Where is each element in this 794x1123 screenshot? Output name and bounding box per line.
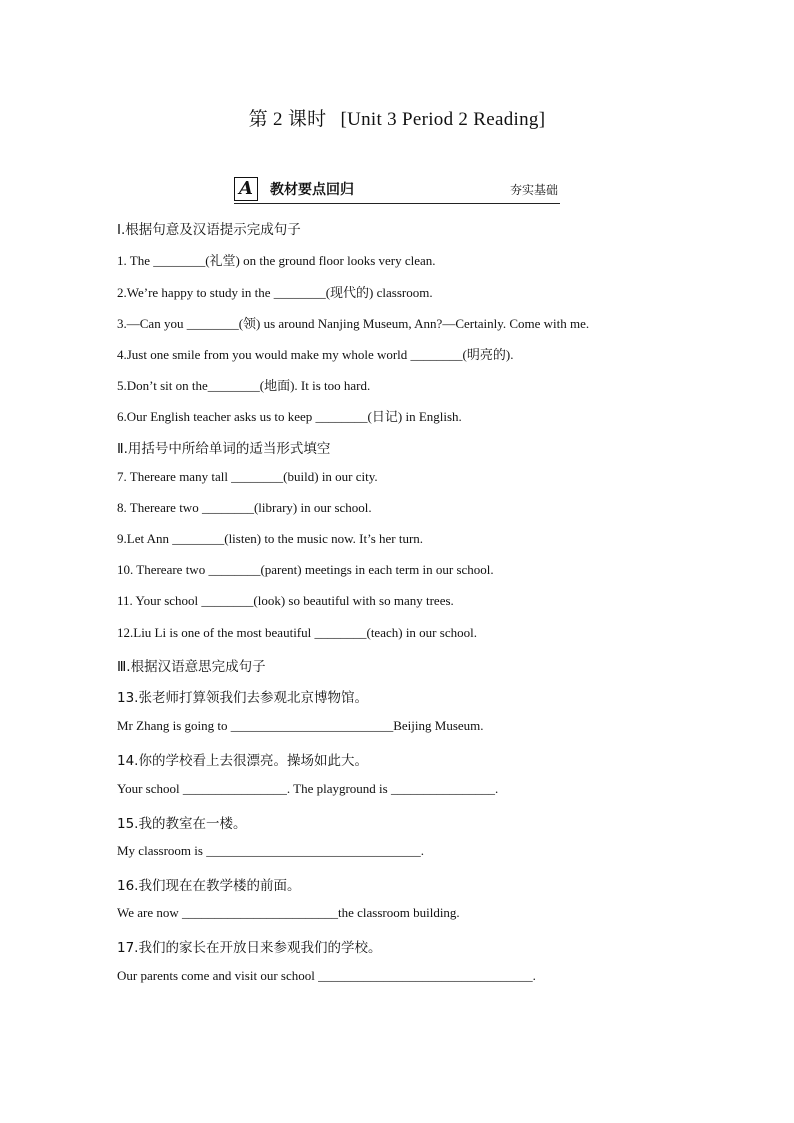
question-line: 9.Let Ann ________(listen) to the music now. It’s her turn. xyxy=(117,531,424,546)
question-prompt: 13.张老师打算领我们去参观北京博物馆。 xyxy=(117,690,368,706)
answer-line: Mr Zhang is going to _________________________Beijing Museum. xyxy=(117,718,484,733)
question-prompt: 14.你的学校看上去很漂亮。操场如此大。 xyxy=(117,753,368,769)
page-title xyxy=(0,104,794,131)
title-en: [Unit 3 Period 2 Reading] xyxy=(340,109,546,130)
answer-line: We are now ________________________the classroom building. xyxy=(117,905,460,920)
answer-line: My classroom is _________________________________. xyxy=(117,843,424,858)
banner-letter-badge: A xyxy=(234,177,258,201)
question-line: 6.Our English teacher asks us to keep ________(日记) in English. xyxy=(117,409,462,424)
question-prompt: 15.我的教室在一楼。 xyxy=(117,816,247,832)
question-line: 3.—Can you ________(领) us around Nanjing Museum, Ann?—Certainly. Come with me. xyxy=(117,316,590,331)
question-line: 11. Your school ________(look) so beautiful with so many trees. xyxy=(117,593,454,608)
banner-heading: 教材要点回归 xyxy=(270,182,354,198)
question-line: 12.Liu Li is one of the most beautiful ________(teach) in our school. xyxy=(117,625,477,640)
question-line: 2.We’re happy to study in the ________(现代的) classroom. xyxy=(117,285,433,300)
section-heading: Ⅲ.根据汉语意思完成句子 xyxy=(117,659,266,675)
section-banner xyxy=(234,177,560,204)
answer-line: Our parents come and visit our school _________________________________. xyxy=(117,968,536,983)
question-prompt: 17.我们的家长在开放日来参观我们的学校。 xyxy=(117,940,382,956)
banner-tag: 夯实基础 xyxy=(509,183,558,197)
question-prompt: 16.我们现在在教学楼的前面。 xyxy=(117,878,301,894)
answer-line: Your school ________________. The playground is ________________. xyxy=(117,781,499,796)
question-line: 4.Just one smile from you would make my whole world ________(明亮的). xyxy=(117,347,514,362)
section-heading: Ⅰ.根据句意及汉语提示完成句子 xyxy=(117,222,301,238)
section-heading: Ⅱ.用括号中所给单词的适当形式填空 xyxy=(117,441,331,457)
question-line: 7. Thereare many tall ________(build) in our city. xyxy=(117,469,378,484)
question-line: 8. Thereare two ________(library) in our school. xyxy=(117,500,372,515)
title-zh: 第 2 课时 xyxy=(248,109,327,130)
question-line: 5.Don’t sit on the________(地面). It is too hard. xyxy=(117,378,371,393)
question-line: 1. The ________(礼堂) on the ground floor looks very clean. xyxy=(117,253,436,268)
question-line: 10. Thereare two ________(parent) meetings in each term in our school. xyxy=(117,562,494,577)
